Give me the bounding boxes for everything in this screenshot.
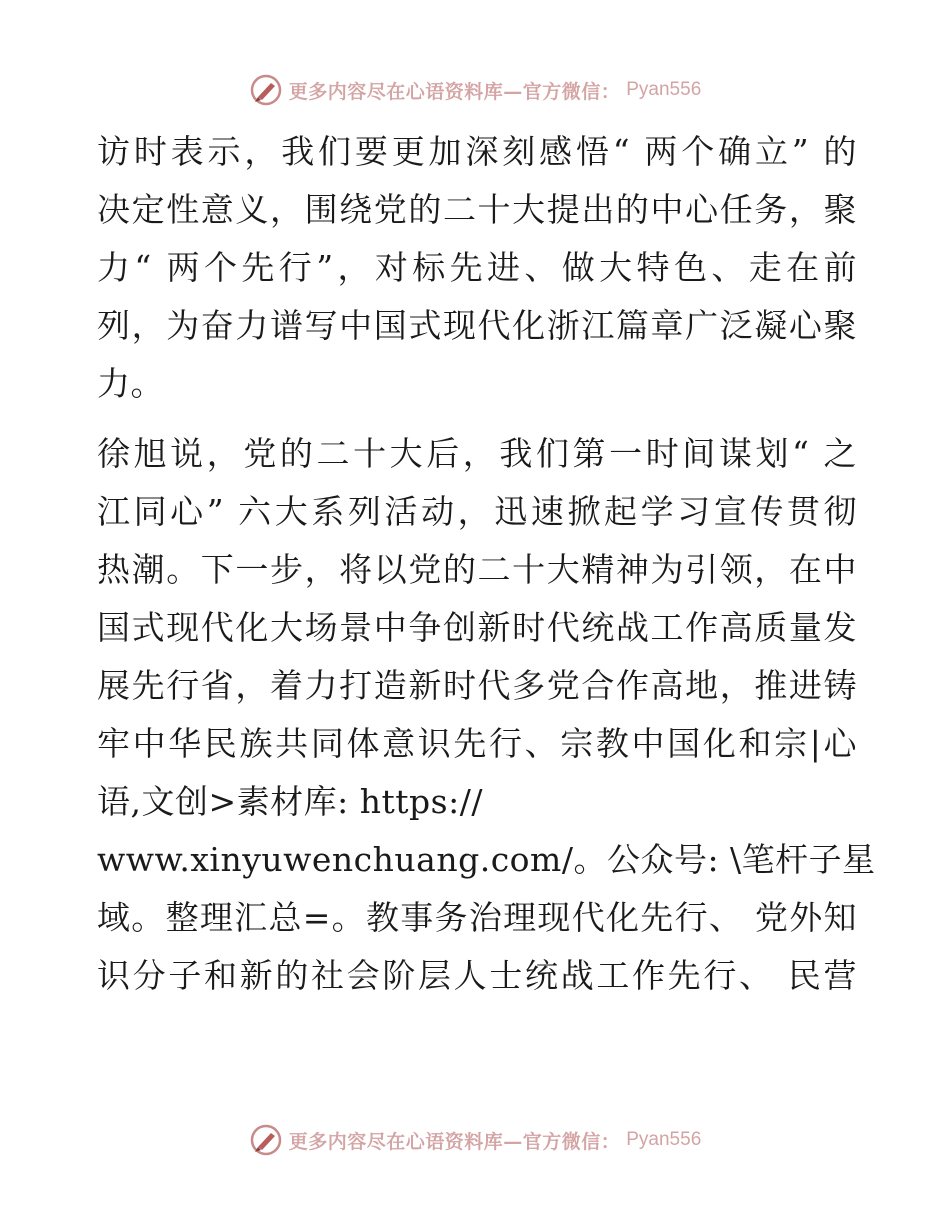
document-body [97,123,876,1005]
text-line: 力。 [97,364,164,403]
watermark-wechat-id: Pyan556 [626,1129,702,1150]
text-line: 决定性意义，围绕党的二十大提出的中心任务，聚 [97,190,857,229]
text-line: 徐旭说，党的二十大后，我们第一时间谋划“ 之 [97,434,857,473]
text-line: 热潮。下一步，将以党的二十大精神为引领，在中 [97,550,857,589]
watermark-text: 更多内容尽在心语资料库—官方微信： [288,1130,621,1153]
text-line: 语,文创>素材库: https:// [97,782,483,821]
header-watermark [0,70,950,110]
watermark-wechat-id: Pyan556 [626,79,702,100]
text-line: 列，为奋力谱写中国式现代化浙江篇章广泛凝心聚 [97,306,857,345]
text-line: www.xinyuwenchuang.com/。公众号: \笔杆子星 [97,840,876,879]
fountain-pen-logo-icon [249,73,283,107]
text-line: 识分子和新的社会阶层人士统战工作先行、 民营 [97,956,857,995]
paragraph-2 [97,425,876,1005]
text-line: 访时表示，我们要更加深刻感悟“ 两个确立” 的 [97,132,857,171]
paragraph-1 [97,123,857,413]
text-line: 江同心” 六大系列活动，迅速掀起学习宣传贯彻 [97,492,857,531]
watermark-text: 更多内容尽在心语资料库—官方微信： [288,80,621,103]
text-line: 牢中华民族共同体意识先行、宗教中国化和宗|心 [97,724,857,763]
text-line: 力“ 两个先行”，对标先进、做大特色、走在前 [97,248,857,287]
text-line: 国式现代化大场景中争创新时代统战工作高质量发 [97,608,857,647]
footer-watermark [0,1120,950,1160]
text-line: 域。整理汇总=。教事务治理现代化先行、 党外知 [97,898,857,937]
text-line: 展先行省，着力打造新时代多党合作高地，推进铸 [97,666,857,705]
fountain-pen-logo-icon [249,1123,283,1157]
